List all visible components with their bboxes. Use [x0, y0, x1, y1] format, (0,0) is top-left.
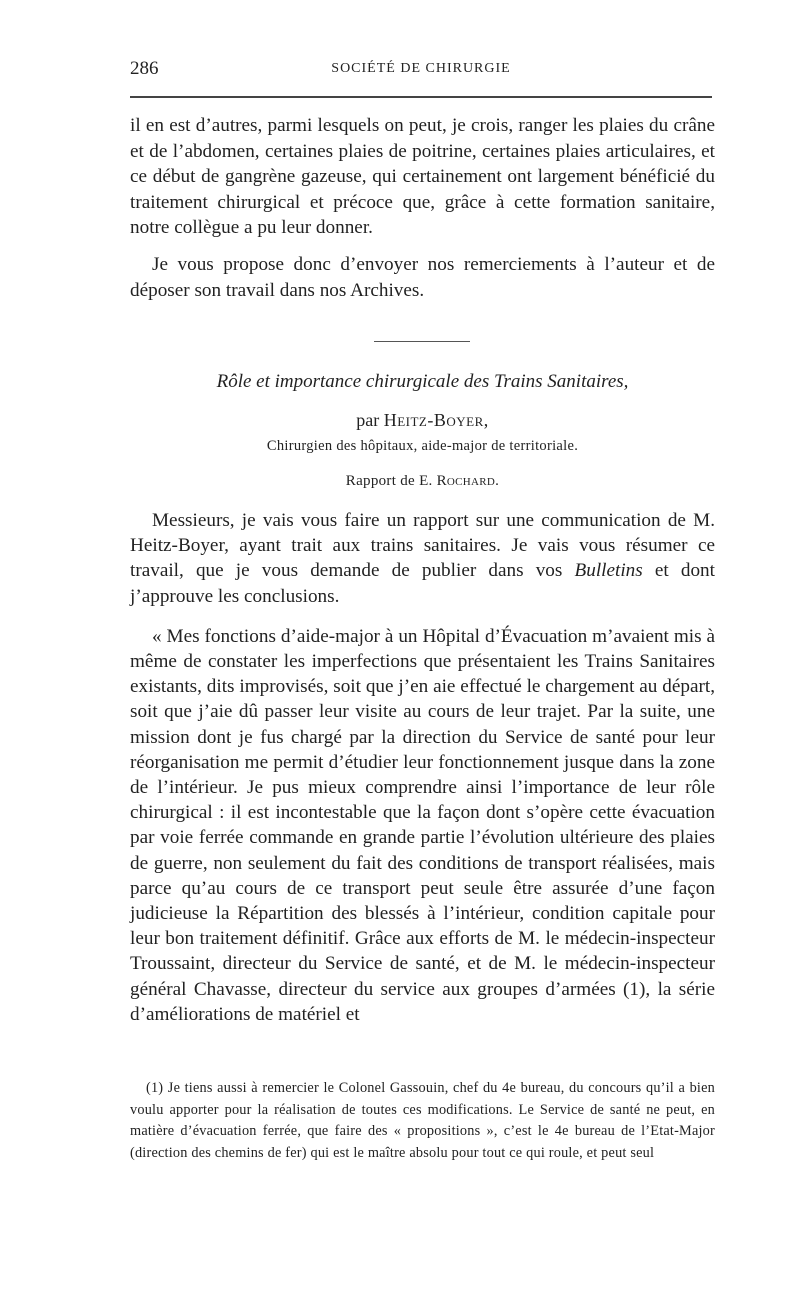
header-rule	[130, 96, 712, 98]
page-number: 286	[130, 58, 159, 79]
article-body	[130, 508, 715, 1027]
section-separator	[374, 341, 470, 342]
paragraph: Je vous propose donc d’envoyer nos remerciements à l’auteur et de déposer son travail dans nos Archives.	[130, 253, 715, 301]
report-author: E. Rochard.	[419, 473, 500, 489]
intro-text-end: et dont j’approuve les conclusions.	[130, 560, 715, 607]
quoted-paragraph: « Mes fonctions d’aide-major à un Hôpital d’Évacuation m’avaient mis à même de constater les imperfections que présentaient les Trains Sanitaires existants, dits improvisés, soit que j’en aie effectué le chargement au départ, soit que j’aie dû passer leur visite au cours de leur trajet. Par la suite, une mission dont je fus chargé par la direction du Service de santé pour leur réorganisation me permit d’étudier leur fonctionnement jusque dans la zone de l’intérieur. Je pus mieux comprendre ainsi l’importance de leur rôle chirurgical : il est incontestable que la façon dont s’opère cette évacuation par voie ferrée commande en grande partie l’évolution ultérieure des plaies de guerre, non seulement du fait des conditions de transport réalisées, mais parce qu’au cours de ce transport peut seule être assurée d’une façon judicieuse la Répartition des blessés à l’intérieur, condition capitale pour leur bon traitement définitif. Grâce aux efforts de M. le médecin-inspecteur Troussaint, directeur du Service de santé, et de M. le médecin-inspecteur général Chavasse, directeur du service aux groupes d’armées (1), la série d’améliorations de matériel et	[130, 625, 715, 1025]
author-name: Heitz-Boyer,	[383, 410, 489, 430]
article-title: Rôle et importance chirurgicale des Trains Sanitaires,	[216, 371, 629, 392]
footnote	[130, 1078, 715, 1164]
intro-text: Messieurs, je vais vous faire un rapport sur une communication de M. Heitz-Boyer, ayant trait aux trains sanitaires. Je vais vous résumer ce travail, que je vous demande de publier dans vos	[130, 510, 715, 582]
intro-paragraph	[130, 508, 715, 609]
running-title: SOCIÉTÉ DE CHIRURGIE	[331, 61, 511, 76]
article-heading	[130, 370, 715, 491]
page-header	[130, 58, 712, 86]
report-prefix: Rapport de	[345, 473, 415, 489]
by-word: par	[356, 410, 380, 430]
report-line	[130, 471, 715, 491]
previous-report-text	[130, 113, 715, 303]
author-line	[130, 408, 715, 432]
author-affiliation: Chirurgien des hôpitaux, aide-major de territoriale.	[266, 438, 579, 454]
bulletins-italic: Bulletins	[574, 560, 643, 582]
footnote-text: (1) Je tiens aussi à remercier le Colonel Gassouin, chef du 4e bureau, du concours qu’il a bien voulu apporter pour la réalisation de toutes ces modifications. Le Service de santé ne peut, en matière d’évacuation ferrée, que faire des « propositions », c’est le 4e bureau de l’Etat-Major (direction des chemins de fer) qui est le maître absolu pour tout ce qui roule, et peut seul	[130, 1080, 715, 1161]
paragraph: il en est d’autres, parmi lesquels on peut, je crois, ranger les plaies du crâne et de l’abdomen, certaines plaies de poitrine, certaines plaies articulaires, et ce début de gangrène gazeuse, qui certainement ont largement bénéficié du traitement chirurgical et précoce que, grâce à cette formation sanitaire, notre collègue a pu leur donner.	[130, 115, 715, 239]
